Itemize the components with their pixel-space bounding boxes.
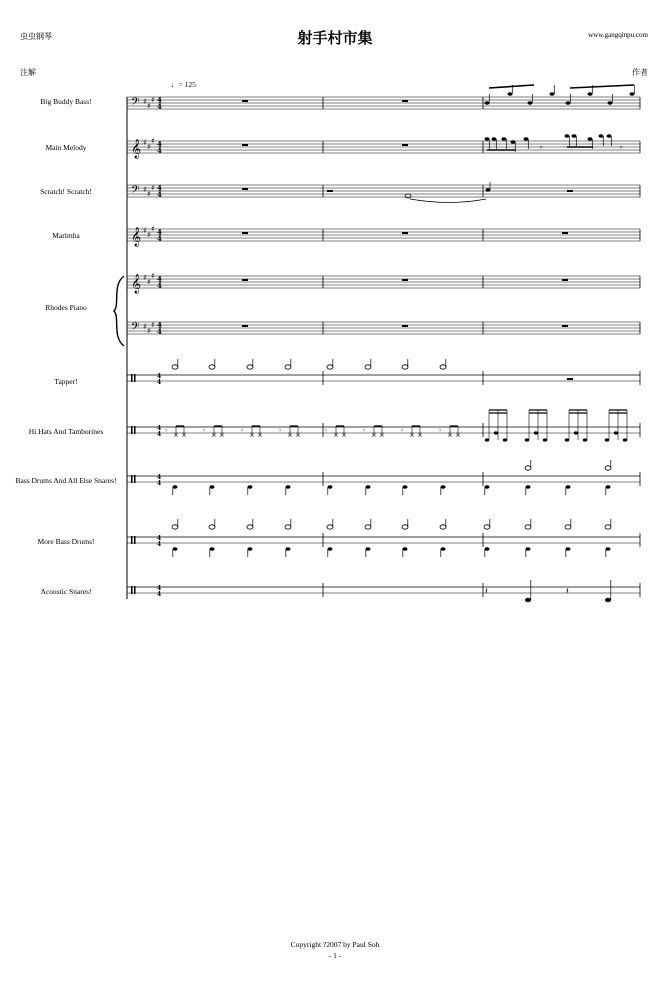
whole-rest bbox=[402, 325, 408, 327]
hihat-note: × bbox=[417, 431, 423, 439]
instrument-name-rhodes-piano: Rhodes Piano bbox=[45, 303, 87, 312]
percussion-clef bbox=[131, 374, 133, 382]
tapper-note bbox=[285, 365, 291, 369]
whole-rest bbox=[562, 232, 568, 234]
score-title: 射手村市集 bbox=[297, 31, 373, 47]
eighth-rest: 𝄾 bbox=[241, 427, 243, 435]
site-label: 虫虫钢琴 bbox=[20, 32, 52, 41]
drum-note bbox=[441, 485, 446, 489]
percussion-clef bbox=[134, 374, 136, 382]
note-head bbox=[588, 92, 593, 96]
drum-note bbox=[441, 547, 446, 551]
cymbal-note bbox=[209, 525, 215, 529]
lyricist-label: 注解 bbox=[20, 68, 36, 77]
sharp-sign: ♯ bbox=[147, 189, 151, 199]
note-head bbox=[485, 137, 490, 141]
sharp-sign: ♯ bbox=[143, 322, 147, 331]
hihat-note: × bbox=[173, 431, 179, 439]
cymbal-note bbox=[365, 525, 371, 529]
sharp-sign: ♯ bbox=[147, 101, 151, 111]
drum-note bbox=[606, 485, 611, 489]
whole-rest bbox=[242, 188, 248, 190]
whole-rest bbox=[242, 232, 248, 234]
site-url[interactable]: www.gangqinpu.com bbox=[588, 31, 648, 39]
drum-note bbox=[366, 485, 371, 489]
cymbal-note bbox=[285, 525, 291, 529]
percussion-clef bbox=[131, 586, 133, 594]
time-sig-top: 4 bbox=[157, 425, 162, 432]
time-sig-bottom: 4 bbox=[157, 379, 162, 386]
time-sig-bottom: 4 bbox=[157, 591, 162, 598]
instrument-name-hi-hats: Hi Hats And Tamborines bbox=[28, 427, 104, 436]
instrument-name-tapper: Tapper! bbox=[54, 377, 78, 386]
cymbal-note bbox=[605, 525, 611, 529]
hihat-note bbox=[623, 438, 627, 441]
eighth-rest: 𝄾 bbox=[620, 143, 623, 152]
instrument-name-scratch: Scratch! Scratch! bbox=[40, 187, 92, 196]
tapper-note bbox=[440, 365, 446, 369]
time-sig-bottom: 4 bbox=[157, 190, 162, 199]
note-head bbox=[588, 137, 593, 141]
percussion-clef bbox=[134, 426, 136, 434]
composer-label: 作者 bbox=[632, 68, 648, 77]
bass-clef: 𝄢 bbox=[131, 321, 140, 336]
drum-note bbox=[248, 547, 253, 551]
hihat-note bbox=[534, 431, 538, 434]
hihat-note: × bbox=[211, 431, 217, 439]
time-sig-top: 4 bbox=[157, 227, 162, 237]
tapper-note bbox=[402, 365, 408, 369]
percussion-clef bbox=[131, 475, 133, 483]
time-sig-bottom: 4 bbox=[157, 480, 162, 487]
eighth-rest: 𝄾 bbox=[363, 427, 365, 435]
drum-note bbox=[526, 485, 531, 489]
sharp-sign: ♯ bbox=[143, 273, 147, 282]
time-sig-top: 4 bbox=[157, 535, 162, 542]
whole-rest bbox=[402, 144, 408, 146]
sharp-sign: ♯ bbox=[151, 95, 155, 105]
drum-note bbox=[366, 547, 371, 551]
time-sig-bottom: 4 bbox=[157, 146, 162, 155]
note-head bbox=[528, 101, 533, 105]
half-note bbox=[405, 194, 411, 198]
drum-note bbox=[485, 485, 490, 489]
percussion-clef bbox=[134, 475, 136, 483]
eighth-rest: 𝄾 bbox=[203, 427, 205, 435]
note-head bbox=[599, 134, 604, 138]
note-head bbox=[485, 101, 490, 105]
cymbal-note bbox=[525, 525, 531, 529]
tapper-note bbox=[172, 365, 178, 369]
time-sig-top: 4 bbox=[157, 274, 162, 284]
sharp-sign: ♯ bbox=[147, 142, 151, 152]
tempo-marking: ♩= 125 bbox=[171, 80, 196, 89]
note-head bbox=[550, 92, 555, 96]
instrument-name-bass-drums-snares: Bass Drums And All Else Snares! bbox=[15, 476, 117, 485]
time-sig-bottom: 4 bbox=[157, 327, 162, 336]
sharp-sign: ♯ bbox=[147, 326, 151, 336]
eighth-rest: 𝄾 bbox=[439, 427, 441, 435]
whole-rest bbox=[562, 325, 568, 327]
hihat-note: × bbox=[341, 431, 347, 439]
cymbal-note bbox=[247, 525, 253, 529]
snare-note bbox=[525, 466, 531, 470]
instrument-name-big-buddy-bass: Big Buddy Bass! bbox=[40, 97, 92, 106]
hihat-note bbox=[614, 431, 618, 434]
piano-brace bbox=[114, 276, 124, 346]
instrument-name-more-bass-drums: More Bass Drums! bbox=[37, 537, 95, 546]
hihat-note bbox=[565, 438, 569, 441]
half-rest bbox=[567, 190, 573, 192]
treble-clef: 𝄞 bbox=[131, 139, 142, 159]
acoustic-snare-note bbox=[605, 598, 611, 602]
quarter-rest: 𝄽 bbox=[485, 587, 488, 597]
drum-note bbox=[210, 547, 215, 551]
drum-note bbox=[566, 485, 571, 489]
treble-clef: 𝄞 bbox=[131, 227, 142, 247]
beam bbox=[570, 85, 634, 88]
cymbal-note bbox=[484, 525, 490, 529]
bass-clef: 𝄢 bbox=[131, 184, 140, 199]
drum-note bbox=[526, 547, 531, 551]
drum-note bbox=[606, 547, 611, 551]
sharp-sign: ♯ bbox=[151, 271, 155, 281]
time-sig-top: 4 bbox=[157, 183, 162, 193]
sharp-sign: ♯ bbox=[151, 136, 155, 146]
instrument-name-main-melody: Main Melody bbox=[45, 143, 87, 152]
drum-note bbox=[286, 485, 291, 489]
note-head bbox=[502, 137, 507, 141]
sharp-sign: ♯ bbox=[151, 320, 155, 330]
cymbal-note bbox=[327, 525, 333, 529]
cymbal-note bbox=[565, 525, 571, 529]
time-sig-bottom: 4 bbox=[157, 431, 162, 438]
drum-note bbox=[210, 485, 215, 489]
eighth-rest: 𝄾 bbox=[165, 427, 167, 435]
hihat-note: × bbox=[379, 431, 385, 439]
tapper-note bbox=[247, 365, 253, 369]
time-sig-top: 4 bbox=[157, 139, 162, 149]
instrument-name-acoustic-snares: Acoustic Snares! bbox=[40, 587, 92, 596]
hihat-note: × bbox=[409, 431, 415, 439]
time-sig-bottom: 4 bbox=[157, 541, 162, 548]
cymbal-note bbox=[402, 525, 408, 529]
drum-note bbox=[485, 547, 490, 551]
snare-note bbox=[605, 466, 611, 470]
sharp-sign: ♯ bbox=[143, 226, 147, 235]
time-sig-top: 4 bbox=[157, 373, 162, 380]
tapper-note bbox=[365, 365, 371, 369]
cymbal-note bbox=[172, 525, 178, 529]
hihat-note bbox=[574, 431, 578, 434]
eighth-rest: 𝄾 bbox=[325, 427, 327, 435]
hihat-note: × bbox=[257, 431, 263, 439]
sharp-sign: ♯ bbox=[147, 230, 151, 240]
note-head bbox=[572, 134, 577, 138]
sharp-sign: ♯ bbox=[147, 277, 151, 287]
hihat-note bbox=[494, 431, 498, 434]
drum-note bbox=[173, 547, 178, 551]
tie bbox=[410, 199, 486, 203]
hihat-note: × bbox=[181, 431, 187, 439]
hihat-note bbox=[503, 438, 507, 441]
sharp-sign: ♯ bbox=[151, 224, 155, 234]
drum-note bbox=[328, 547, 333, 551]
hihat-note: × bbox=[333, 431, 339, 439]
hihat-note: × bbox=[219, 431, 225, 439]
whole-rest bbox=[242, 325, 248, 327]
drum-note bbox=[286, 547, 291, 551]
note-head bbox=[565, 134, 570, 138]
hihat-note bbox=[583, 438, 587, 441]
beam bbox=[489, 85, 534, 88]
note-head bbox=[511, 140, 516, 144]
tapper-note bbox=[327, 365, 333, 369]
whole-rest bbox=[242, 144, 248, 146]
page-number: - 1 - bbox=[328, 951, 342, 960]
percussion-clef bbox=[131, 536, 133, 544]
time-sig-top: 4 bbox=[157, 95, 162, 105]
eighth-rest: 𝄾 bbox=[279, 427, 281, 435]
hihat-note: × bbox=[455, 431, 461, 439]
hihat-note: × bbox=[371, 431, 377, 439]
sharp-sign: ♯ bbox=[143, 97, 147, 106]
drum-note bbox=[173, 485, 178, 489]
whole-rest bbox=[402, 279, 408, 281]
drum-note bbox=[403, 547, 408, 551]
time-sig-top: 4 bbox=[157, 474, 162, 481]
drum-note bbox=[566, 547, 571, 551]
note-head bbox=[607, 134, 612, 138]
note-head bbox=[524, 137, 529, 141]
hihat-note: × bbox=[295, 431, 301, 439]
hihat-note bbox=[605, 438, 609, 441]
hihat-note: × bbox=[249, 431, 255, 439]
drum-note bbox=[248, 485, 253, 489]
hihat-note bbox=[525, 438, 529, 441]
quarter-rest: 𝄽 bbox=[566, 587, 569, 597]
note-head bbox=[566, 101, 571, 105]
percussion-clef bbox=[131, 426, 133, 434]
eighth-rest: 𝄾 bbox=[401, 427, 403, 435]
half-rest bbox=[327, 190, 333, 192]
note-head bbox=[508, 92, 513, 96]
time-sig-top: 4 bbox=[157, 585, 162, 592]
hihat-note bbox=[485, 438, 489, 441]
time-sig-bottom: 4 bbox=[157, 281, 162, 290]
whole-rest bbox=[402, 232, 408, 234]
acoustic-snare-note bbox=[525, 598, 531, 602]
eighth-rest: 𝄾 bbox=[540, 143, 543, 152]
cymbal-note bbox=[440, 525, 446, 529]
note-head bbox=[630, 92, 635, 96]
percussion-clef bbox=[134, 536, 136, 544]
note-head bbox=[492, 137, 497, 141]
treble-clef: 𝄞 bbox=[131, 274, 142, 294]
copyright: Copyright ?2007 by Paul Soh bbox=[290, 940, 380, 949]
hihat-note bbox=[543, 438, 547, 441]
whole-rest bbox=[402, 100, 408, 102]
tapper-note bbox=[209, 365, 215, 369]
instrument-name-marimba: Marimba bbox=[52, 231, 80, 240]
percussion-clef bbox=[134, 586, 136, 594]
time-sig-bottom: 4 bbox=[157, 102, 162, 111]
whole-rest bbox=[567, 378, 573, 380]
bass-clef: 𝄢 bbox=[131, 96, 140, 111]
hihat-note: × bbox=[287, 431, 293, 439]
whole-rest bbox=[562, 279, 568, 281]
time-sig-top: 4 bbox=[157, 320, 162, 330]
sharp-sign: ♯ bbox=[143, 185, 147, 194]
time-sig-bottom: 4 bbox=[157, 234, 162, 243]
whole-rest bbox=[242, 100, 248, 102]
whole-rest bbox=[242, 279, 248, 281]
hihat-note: × bbox=[447, 431, 453, 439]
drum-note bbox=[403, 485, 408, 489]
note-head bbox=[608, 101, 613, 105]
sharp-sign: ♯ bbox=[151, 183, 155, 193]
sharp-sign: ♯ bbox=[143, 138, 147, 147]
drum-note bbox=[328, 485, 333, 489]
